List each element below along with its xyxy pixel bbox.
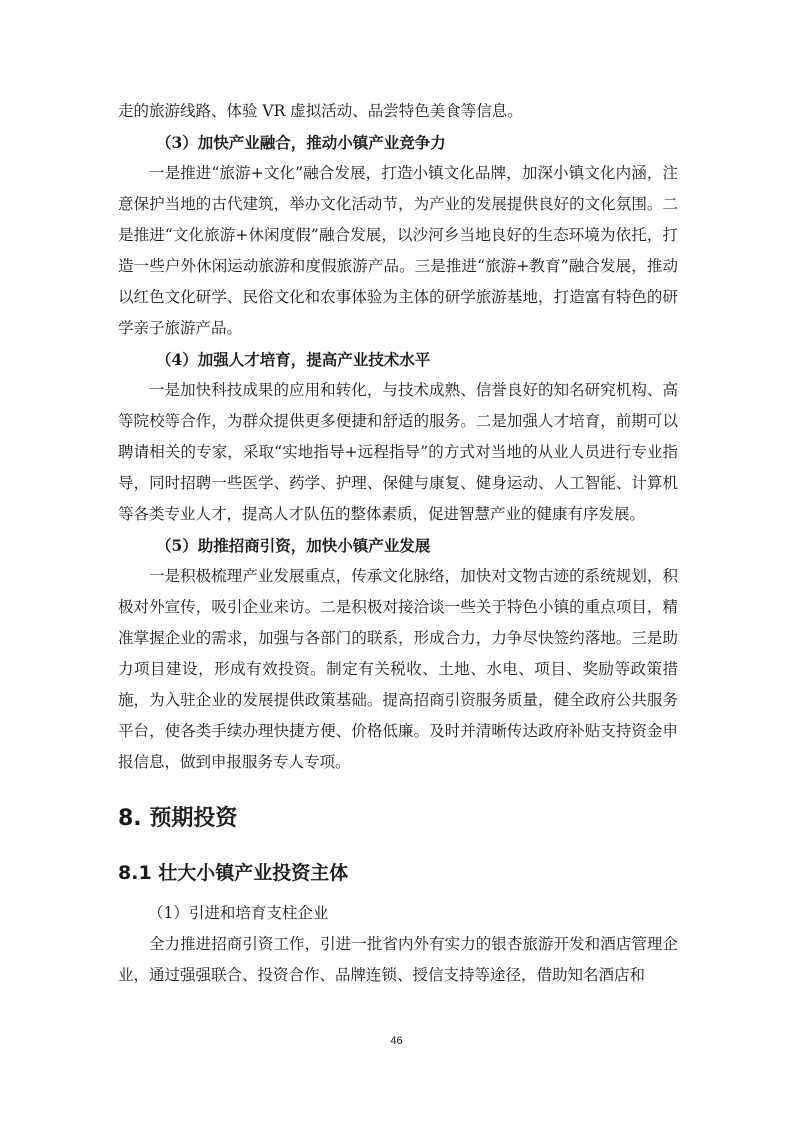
subsection-title-3: （3）加快产业融合，推动小镇产业竞争力 <box>156 133 446 152</box>
subsection-body-4: 一是加快科技成果的应用和转化，与技术成熟、信誉良好的知名研究机构、高等院校等合作，为群众提供更多便捷和舒适的服务。二是加强人才培育，前期可以聘请相关的专家，采取“实地指导+远程指导”的方式对当地的从业人员进行专业指导，同时招聘一些医学、药学、护理、保健与康复、健身运动、人工智能、计算机等各类专业人才，提高人才队伍的整体素质，促进智慧产业的健康有序发展。 <box>118 381 678 523</box>
paragraph-continuation: 走的旅游线路、体验 VR 虚拟活动、品尝特色美食等信息。 <box>118 102 523 120</box>
subsection-title-1: （1）引进和培育支柱企业 <box>148 904 329 922</box>
subsection-heading: 8.1 壮大小镇产业投资主体 <box>118 862 349 884</box>
subsection-body-3: 一是推进“旅游+文化”融合发展，打造小镇文化品牌，加深小镇文化内涵，注意保护当地的古代建筑，举办文化活动节，为产业的发展提供良好的文化氛围。二是推进“文化旅游+休闲度假”融合发展，以沙河乡当地良好的生态环境为依托，打造一些户外休闲运动旅游和度假旅游产品。三是推进“旅游+教育”融合发展，推动以红色文化研学、民俗文化和农事体验为主体的研学旅游基地，打造富有特色的研学亲子旅游产品。 <box>118 164 678 337</box>
document-page <box>118 96 678 991</box>
section-heading: 8. 预期投资 <box>118 806 238 831</box>
page-number: 46 <box>390 1035 403 1047</box>
subsection-body-1: 全力推进招商引资工作，引进一批省内外有实力的银杏旅游开发和酒店管理企业，通过强强联合、投资合作、品牌连锁、授信支持等途径，借助知名酒店和 <box>118 935 678 984</box>
subsection-title-5: （5）助推招商引资，加快小镇产业发展 <box>156 536 431 555</box>
subsection-body-5: 一是积极梳理产业发展重点，传承文化脉络，加快对文物古迹的系统规划，积极对外宣传，吸引企业来访。二是积极对接洽谈一些关于特色小镇的重点项目，精准掌握企业的需求，加强与各部门的联系，形成合力，力争尽快签约落地。三是助力项目建设，形成有效投资。制定有关税收、土地、水电、项目、奖励等政策措施，为入驻企业的发展提供政策基础。提高招商引资服务质量，健全政府公共服务平台，使各类手续办理快捷方便、价格低廉。及时并清晰传达政府补贴支持资金申报信息，做到申报服务专人专项。 <box>118 567 678 771</box>
subsection-title-4: （4）加强人才培育，提高产业技术水平 <box>156 350 431 369</box>
